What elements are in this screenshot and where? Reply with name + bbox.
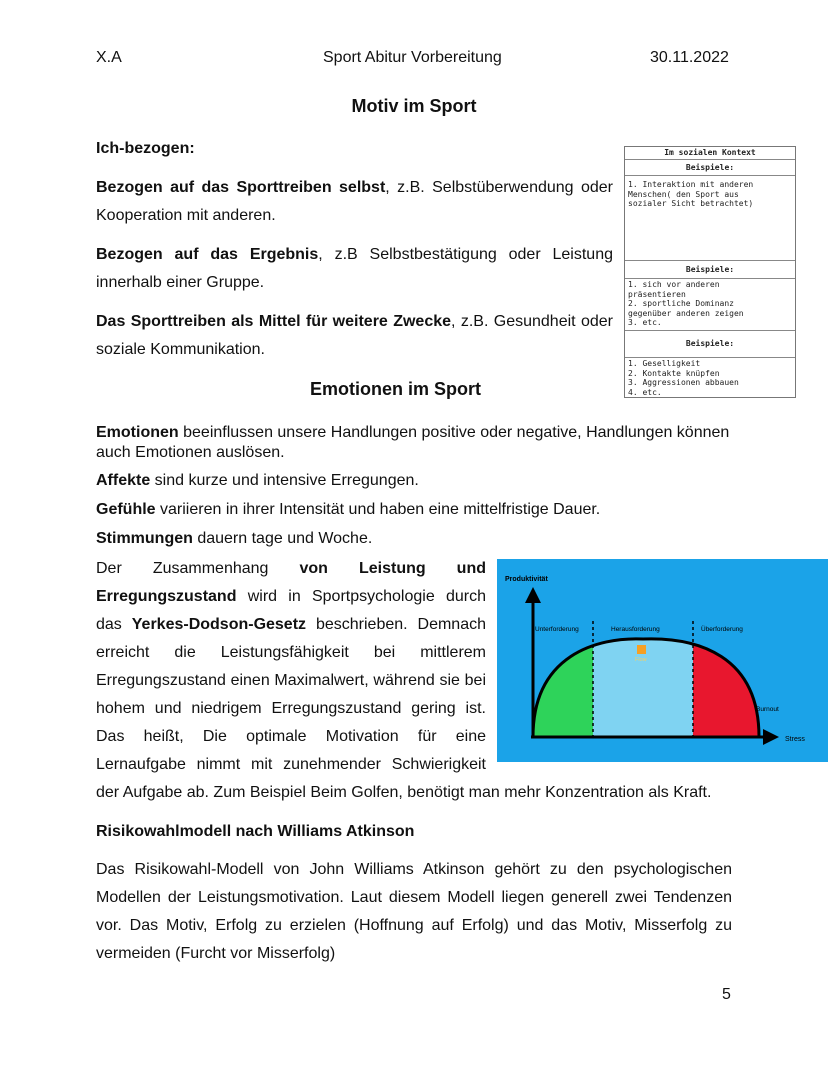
yd-text: Erregungszustand einen Maximalwert, während sie bei [96,672,486,689]
table-title: Im sozialen Kontext [664,148,756,157]
table-line: 3. Aggressionen abbauen [628,378,739,388]
emotionen-paragraph [96,423,756,463]
table-section-1-body [625,175,795,262]
emotionen-text-2: auch Emotionen auslösen. [96,444,285,461]
motiv-paragraph-1 [96,174,613,230]
motiv-p3-bold: Das Sporttreiben als Mittel für weitere Zwecke [96,313,452,330]
flow-marker [637,645,646,654]
stimmungen-text: dauern tage und Woche. [192,530,373,547]
page-number: 5 [722,986,731,1003]
emotionen-bold: Emotionen [96,424,179,441]
header-title: Sport Abitur Vorbereitung [323,49,502,66]
table-section-2-label: Beispiele: [625,260,795,278]
flow-label: Flow [635,657,647,663]
motiv-paragraph-2 [96,241,613,297]
yd-text: das [96,616,132,633]
yerkes-dodson-paragraph [96,555,486,779]
table-line: präsentieren [628,289,686,299]
social-context-table [624,146,796,398]
yd-bold: Yerkes-Dodson-Gesetz [131,616,307,633]
motiv-p2-text: , z.B Selbstbestätigung oder Leistung innerhalb einer Gruppe. [96,246,613,291]
x-axis-arrow-icon [763,729,779,745]
yd-text: beschrieben. Demnach [306,616,487,633]
yd-text: Lernaufgabe nimmt mit zunehmender Schwierigkeit [96,756,486,773]
yd-text: hohem und niedrigem Erregungszustand gering ist. [96,700,486,717]
yd-bold: von Leistung und [299,560,486,577]
y-axis-label: Produktivität [505,576,548,583]
diagram-svg [497,559,828,762]
table-line: Menschen( den Sport aus [628,189,739,199]
motiv-p3-text: , z.B. Gesundheit oder soziale Kommunikation. [96,313,614,358]
zone-mid-fill [593,619,693,739]
y-axis-arrow-icon [525,587,541,603]
table-section-2-body [625,278,795,332]
zone-left-fill [533,619,593,739]
emotionen-text-1: beeinflussen unsere Handlungen positive oder negative, Handlungen können [178,424,730,441]
affekte-text: sind kurze und intensive Erregungen. [150,472,419,489]
yd-last-line: der Aufgabe ab. Zum Beispiel Beim Golfen, benötigt man mehr Konzentration als Kraft. [96,784,712,801]
table-line: gegenüber anderen zeigen [628,308,744,318]
yerkes-dodson-diagram [497,559,828,762]
zone-left-label: Unterforderung [535,626,579,633]
motiv-paragraph-3 [96,308,613,364]
stimmungen-bold: Stimmungen [96,530,193,547]
table-line: 1. Interaktion mit anderen [628,180,754,189]
risiko-title: Risikowahlmodell nach Williams Atkinson [96,823,415,840]
header-left: X.A [96,49,122,66]
yd-text: erreicht die Leistungsfähigkeit bei mittlerem [96,644,486,661]
table-line: 1. Geselligkeit [628,359,701,368]
gefuehle-text: variieren in ihrer Intensität und haben eine mittelfristige Dauer. [155,501,601,518]
table-line: sozialer Sicht betrachtet) [628,199,754,209]
affekte-bold: Affekte [96,472,151,489]
table-line: 4. etc. [628,387,662,397]
ich-bezogen-heading: Ich-bezogen: [96,140,195,157]
header-date: 30.11.2022 [650,49,729,66]
motiv-p2-bold: Bezogen auf das Ergebnis [96,246,319,263]
gefuehle-line [96,500,600,520]
affekte-line [96,471,419,491]
table-section-3-body [625,357,795,399]
zone-mid-label: Herausforderung [611,626,660,633]
gefuehle-bold: Gefühle [96,501,156,518]
table-line: 1. sich vor anderen [628,280,720,289]
table-line: 2. Kontakte knüpfen [628,368,720,378]
yd-text: Der Zusammenhang [96,560,300,577]
motiv-title: Motiv im Sport [351,96,477,116]
yd-text: wird in Sportpsychologie durch [236,588,486,605]
motiv-p1-bold: Bezogen auf das Sporttreiben selbst [96,179,386,196]
table-line: 3. etc. [628,318,662,328]
table-line: 2. sportliche Dominanz [628,299,734,309]
zone-right-fill [693,619,763,739]
risiko-paragraph: Das Risikowahl-Modell von John Williams Atkinson gehört zu den psychologischen Modellen der Leistungsmotivation. Laut diesem Modell liegen generell zwei Tendenzen vor. Das Motiv, Erfolg zu erzielen (Hoffnung auf Erfolg) und das Motiv, Misserfolg zu vermeiden (Furcht vor Misserfolg) [96,861,732,962]
table-section-3-label: Beispiele: [625,330,795,357]
stimmungen-line [96,529,372,549]
table-section-1-label: Beispiele: [625,159,795,176]
emotionen-title: Emotionen im Sport [310,379,481,399]
yd-bold: Erregungszustand [96,588,237,605]
burnout-label: Burnout [756,706,779,713]
zone-right-label: Überforderung [701,626,743,633]
motiv-p1-text: , z.B. Selbstüberwendung oder Kooperation mit anderen. [96,179,613,224]
yd-text: Das heißt, Die optimale Motivation für eine [96,728,486,745]
x-axis-label: Stress [785,736,805,743]
